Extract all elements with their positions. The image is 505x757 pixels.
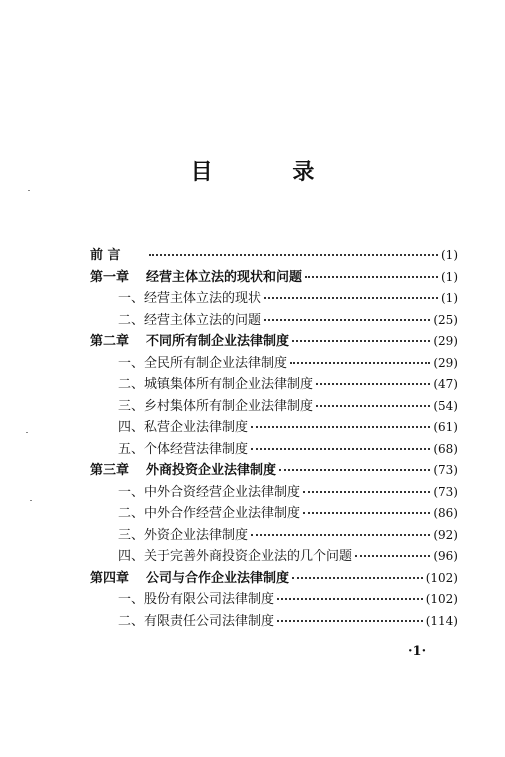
scan-speck bbox=[28, 190, 30, 191]
page-ref: (1) bbox=[441, 248, 458, 262]
toc-entry-section[interactable] bbox=[90, 502, 458, 524]
toc-entry-section[interactable] bbox=[90, 309, 458, 331]
page-ref: (25) bbox=[433, 312, 458, 327]
chapter-number: 第一章 bbox=[90, 269, 130, 285]
section-title: 四、关于完善外商投资企业法的几个问题 bbox=[118, 549, 353, 564]
chapter-number: 第四章 bbox=[90, 570, 130, 586]
toc-entry-section[interactable] bbox=[90, 588, 458, 610]
page-ref: (92) bbox=[433, 527, 458, 542]
toc-entry-section[interactable] bbox=[90, 545, 458, 567]
dot-leader bbox=[290, 362, 430, 364]
toc-entry-section[interactable] bbox=[90, 287, 458, 309]
page-ref: (47) bbox=[433, 377, 458, 391]
table-of-contents bbox=[90, 244, 458, 631]
chapter-number: 第二章 bbox=[90, 334, 130, 349]
page-ref: (73) bbox=[433, 484, 458, 499]
toc-entry-chapter-3[interactable] bbox=[90, 459, 458, 481]
page-ref: (61) bbox=[433, 420, 458, 434]
scan-speck bbox=[30, 500, 32, 501]
dot-leader bbox=[316, 383, 430, 385]
page-title: 目 录 bbox=[190, 160, 351, 185]
dot-leader bbox=[279, 469, 430, 471]
toc-entry-preface[interactable] bbox=[90, 244, 458, 266]
page-ref: (102) bbox=[425, 570, 458, 585]
page-ref: (1) bbox=[441, 291, 458, 305]
toc-entry-section[interactable] bbox=[90, 481, 458, 503]
section-title: 二、城镇集体所有制企业法律制度 bbox=[118, 377, 314, 392]
scan-speck bbox=[26, 432, 28, 433]
toc-entry-section[interactable] bbox=[90, 438, 458, 460]
section-title: 二、中外合作经营企业法律制度 bbox=[118, 506, 301, 521]
dot-leader bbox=[305, 276, 438, 278]
dot-leader bbox=[277, 598, 423, 600]
page-ref: (96) bbox=[433, 549, 458, 563]
chapter-title: 公司与合作企业法律制度 bbox=[146, 570, 290, 586]
toc-entry-chapter-2[interactable] bbox=[90, 330, 458, 352]
page-ref: (29) bbox=[433, 355, 458, 370]
section-title: 一、股份有限公司法律制度 bbox=[118, 592, 275, 607]
dot-leader bbox=[292, 340, 430, 342]
chapter-title: 经营主体立法的现状和问题 bbox=[146, 269, 303, 285]
toc-entry-section[interactable] bbox=[90, 352, 458, 374]
section-title: 三、乡村集体所有制企业法律制度 bbox=[118, 398, 314, 414]
dot-leader bbox=[251, 534, 430, 536]
chapter-number: 第三章 bbox=[90, 463, 130, 478]
chapter-title: 外商投资企业法律制度 bbox=[146, 463, 277, 478]
page-ref: (54) bbox=[433, 398, 458, 413]
page-ref: (102) bbox=[425, 592, 458, 606]
dot-leader bbox=[303, 491, 430, 493]
page-ref: (68) bbox=[433, 441, 458, 456]
section-title: 三、外资企业法律制度 bbox=[118, 527, 249, 543]
chapter-number: 前 言 bbox=[90, 248, 121, 263]
dot-leader bbox=[316, 405, 430, 407]
page-ref: (86) bbox=[433, 506, 458, 520]
dot-leader bbox=[251, 448, 430, 450]
section-title: 一、经营主体立法的现状 bbox=[118, 291, 262, 306]
page-number: ·1· bbox=[408, 644, 427, 659]
page-ref: (73) bbox=[433, 463, 458, 477]
toc-entry-chapter-4[interactable] bbox=[90, 567, 458, 589]
toc-entry-section[interactable] bbox=[90, 524, 458, 546]
section-title: 五、个体经营法律制度 bbox=[118, 441, 249, 457]
toc-entry-section[interactable] bbox=[90, 373, 458, 395]
section-title: 二、经营主体立法的问题 bbox=[118, 312, 262, 328]
dot-leader bbox=[292, 577, 423, 579]
toc-entry-chapter-1[interactable] bbox=[90, 266, 458, 288]
dot-leader bbox=[303, 512, 430, 514]
page-ref: (1) bbox=[441, 269, 458, 284]
dot-leader bbox=[355, 555, 430, 557]
toc-entry-section[interactable] bbox=[90, 416, 458, 438]
dot-leader bbox=[251, 426, 430, 428]
page-ref: (29) bbox=[433, 334, 458, 348]
toc-entry-section[interactable] bbox=[90, 395, 458, 417]
section-title: 二、有限责任公司法律制度 bbox=[118, 613, 275, 629]
dot-leader bbox=[149, 254, 438, 256]
toc-entry-section[interactable] bbox=[90, 610, 458, 632]
section-title: 一、中外合资经营企业法律制度 bbox=[118, 484, 301, 500]
page-ref: (114) bbox=[425, 613, 458, 628]
dot-leader bbox=[277, 620, 423, 622]
section-title: 四、私营企业法律制度 bbox=[118, 420, 249, 435]
dot-leader bbox=[264, 319, 430, 321]
dot-leader bbox=[264, 297, 438, 299]
chapter-title: 不同所有制企业法律制度 bbox=[146, 334, 290, 349]
section-title: 一、全民所有制企业法律制度 bbox=[118, 355, 288, 371]
